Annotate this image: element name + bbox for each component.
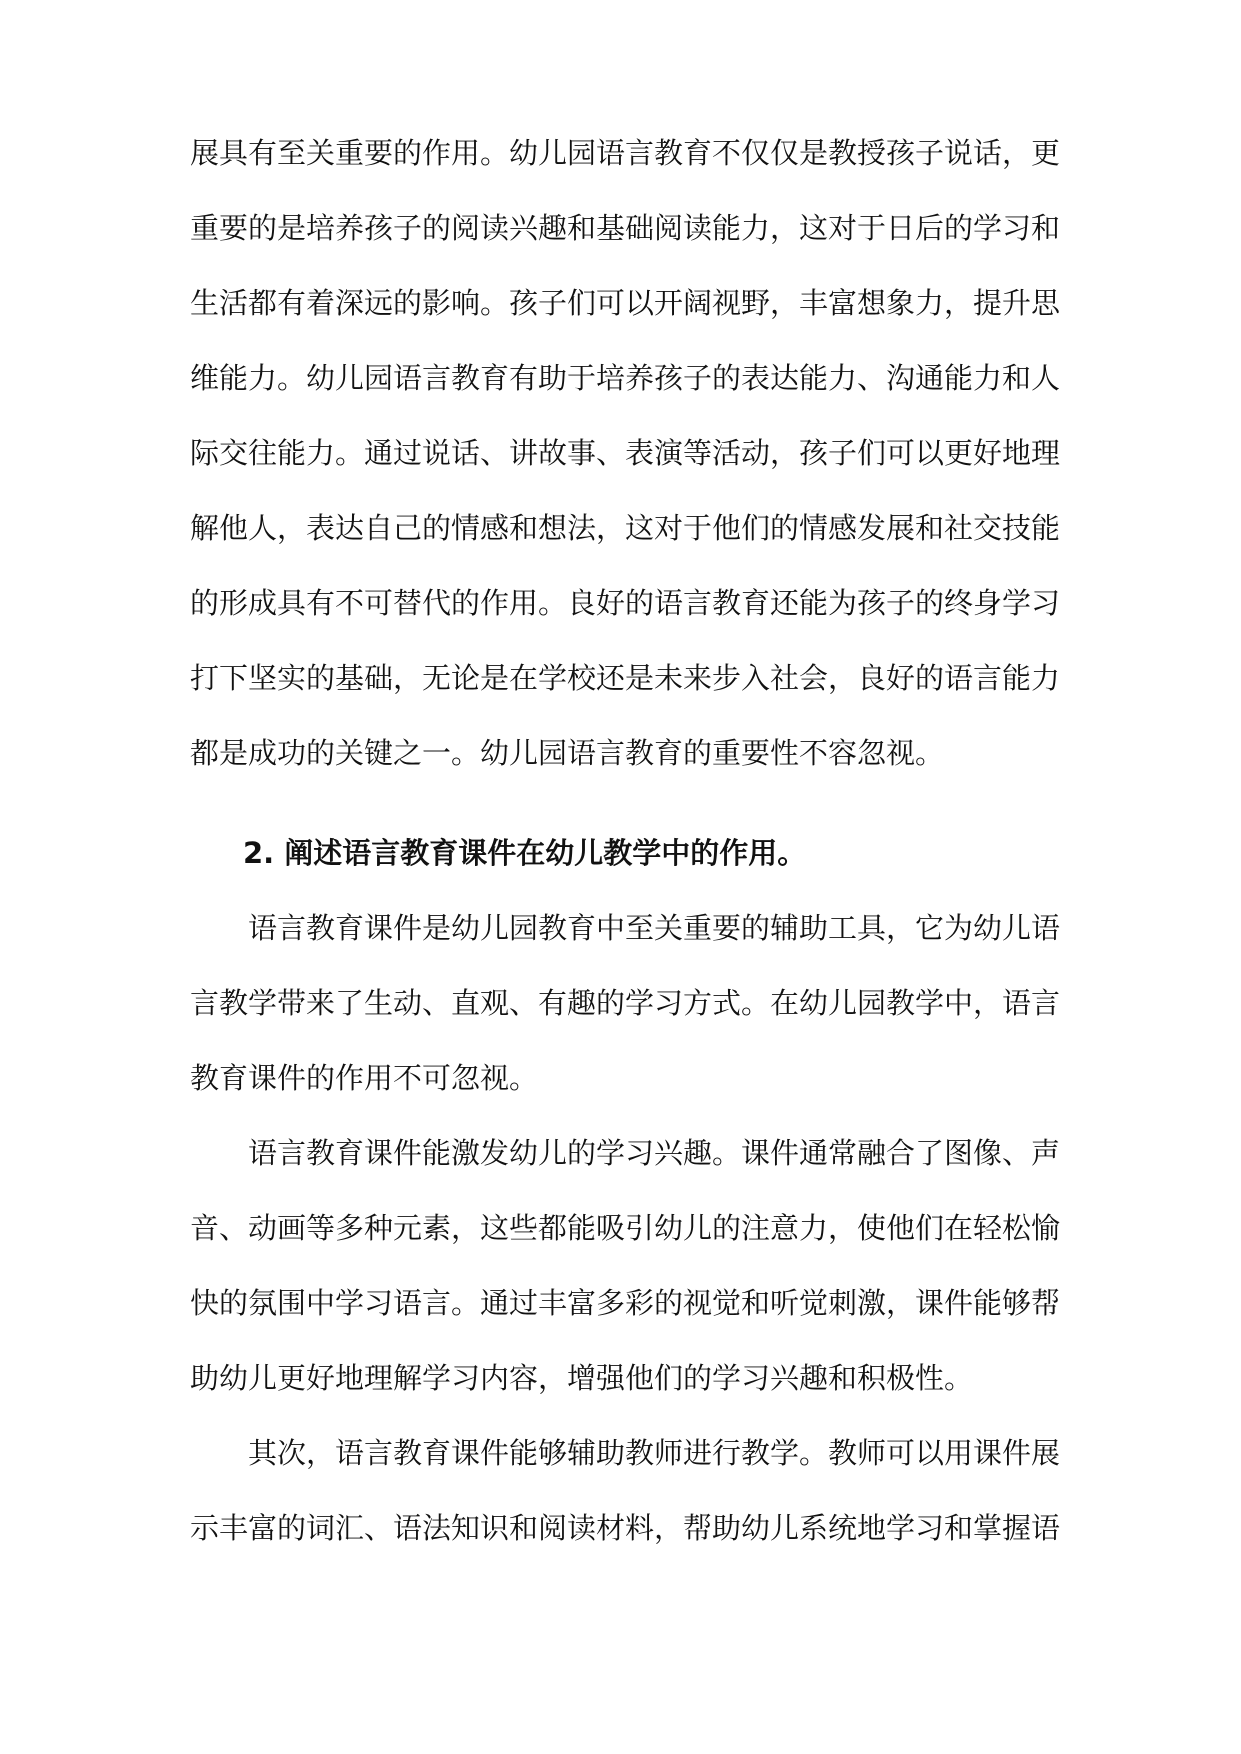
paragraph-line: 语言教育课件能激发幼儿的学习兴趣。课件通常融合了图像、声 — [248, 1136, 1061, 1170]
paragraph-line: 音、动画等多种元素，这些都能吸引幼儿的注意力，使他们在轻松愉 — [190, 1211, 1061, 1245]
paragraph-line: 示丰富的词汇、语法知识和阅读材料，帮助幼儿系统地学习和掌握语 — [190, 1511, 1061, 1545]
paragraph-line: 言教学带来了生动、直观、有趣的学习方式。在幼儿园教学中，语言 — [190, 986, 1061, 1020]
paragraph-line: 重要的是培养孩子的阅读兴趣和基础阅读能力，这对于日后的学习和 — [190, 211, 1061, 245]
paragraph-line: 维能力。幼儿园语言教育有助于培养孩子的表达能力、沟通能力和人 — [190, 361, 1061, 395]
paragraph-line: 助幼儿更好地理解学习内容，增强他们的学习兴趣和积极性。 — [190, 1361, 974, 1395]
paragraph-line: 语言教育课件是幼儿园教育中至关重要的辅助工具，它为幼儿语 — [248, 911, 1061, 945]
paragraph-line: 际交往能力。通过说话、讲故事、表演等活动，孩子们可以更好地理 — [190, 436, 1061, 470]
paragraph-line: 打下坚实的基础，无论是在学校还是未来步入社会，良好的语言能力 — [190, 661, 1061, 695]
paragraph-line: 生活都有着深远的影响。孩子们可以开阔视野，丰富想象力，提升思 — [190, 286, 1061, 320]
paragraph-line: 教育课件的作用不可忽视。 — [190, 1061, 539, 1095]
paragraph-line: 都是成功的关键之一。幼儿园语言教育的重要性不容忽视。 — [190, 736, 945, 770]
paragraph-line: 其次，语言教育课件能够辅助教师进行教学。教师可以用课件展 — [248, 1436, 1061, 1470]
paragraph-line: 快的氛围中学习语言。通过丰富多彩的视觉和听觉刺激，课件能够帮 — [190, 1286, 1061, 1320]
section-heading: 2. 阐述语言教育课件在幼儿教学中的作用。 — [243, 836, 807, 870]
paragraph-line: 解他人，表达自己的情感和想法，这对于他们的情感发展和社交技能 — [190, 511, 1061, 545]
paragraph-line: 展具有至关重要的作用。幼儿园语言教育不仅仅是教授孩子说话，更 — [190, 136, 1061, 170]
paragraph-line: 的形成具有不可替代的作用。良好的语言教育还能为孩子的终身学习 — [190, 586, 1061, 620]
